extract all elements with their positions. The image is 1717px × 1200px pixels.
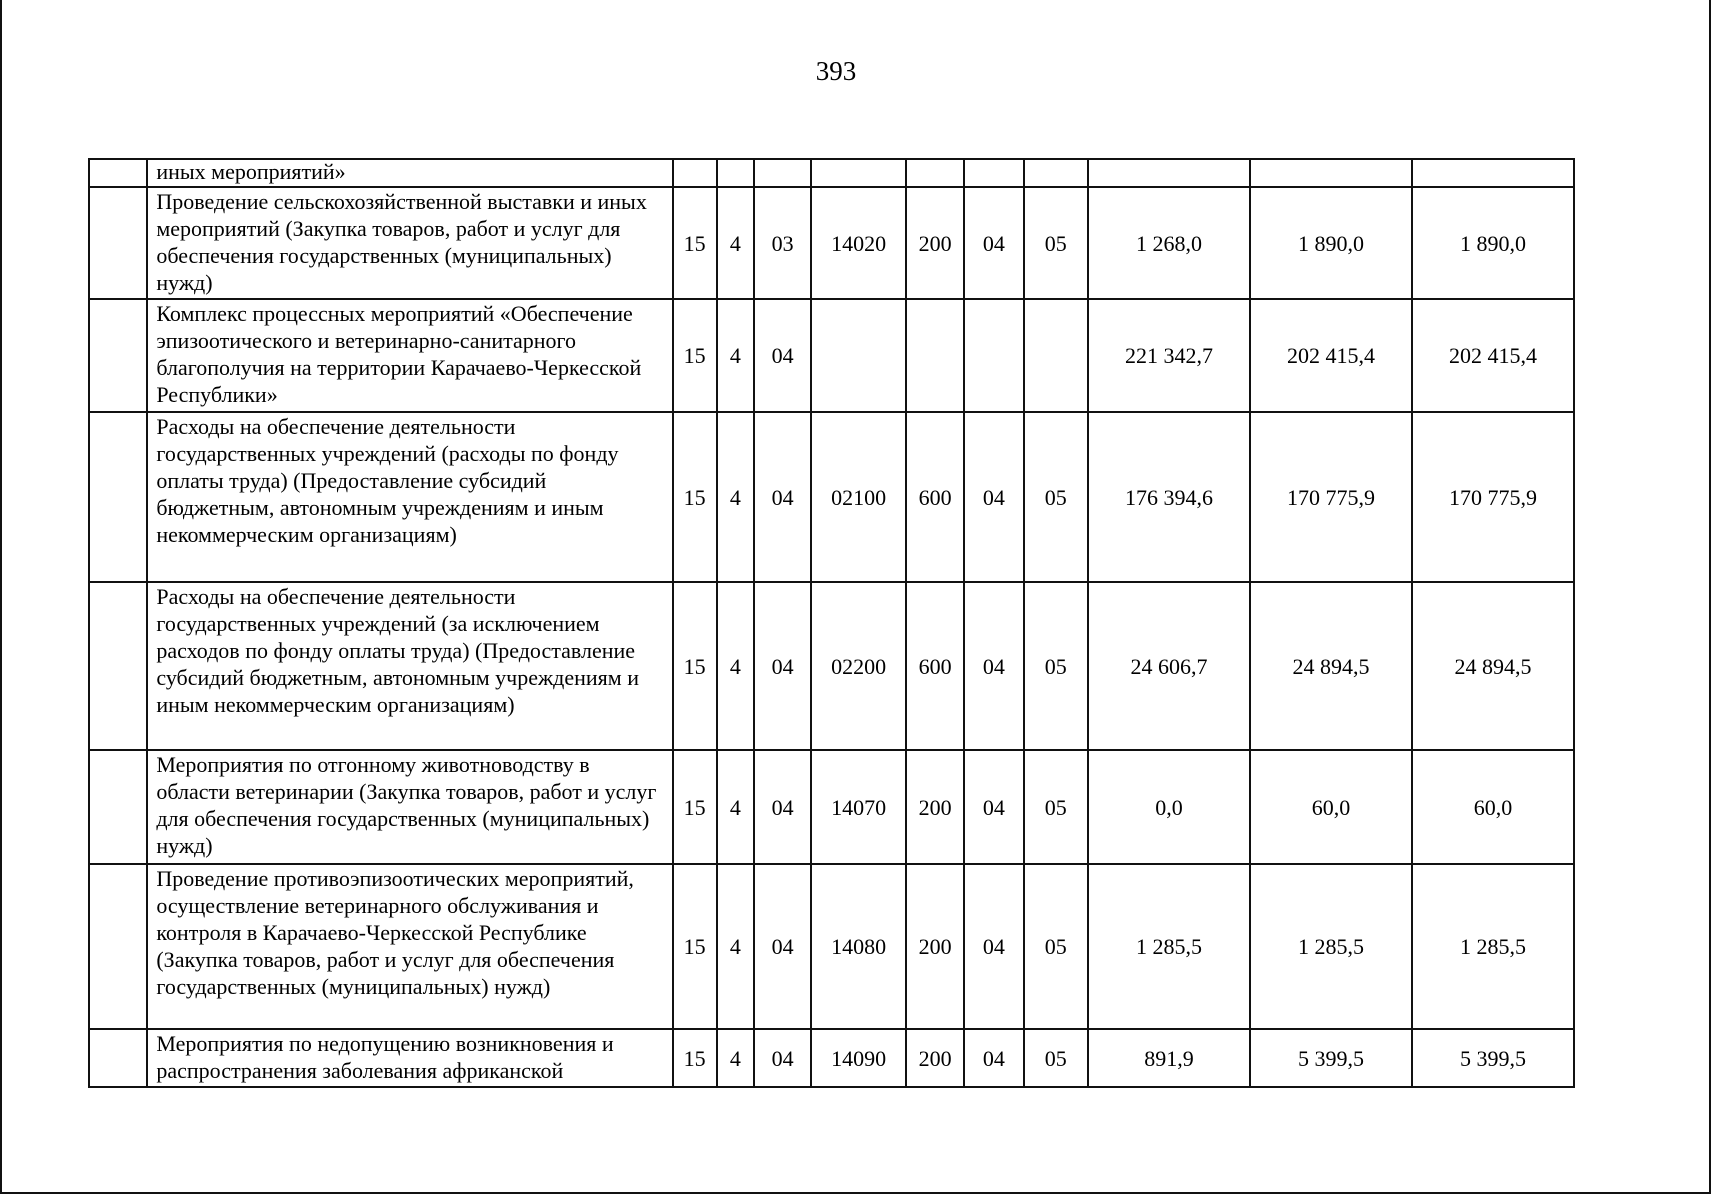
code-subprogram-cell: 04 xyxy=(754,864,811,1029)
code-subprogram-cell: 04 xyxy=(754,412,811,582)
code-direction-cell: 14070 xyxy=(811,750,906,864)
code-ministry-cell: 15 xyxy=(673,864,717,1029)
code-expense-type-cell xyxy=(906,299,964,412)
row-number-cell xyxy=(89,864,147,1029)
code-subsection-cell: 05 xyxy=(1024,1029,1088,1087)
code-section-cell: 04 xyxy=(964,864,1023,1029)
amount-year3-cell: 24 894,5 xyxy=(1412,582,1574,750)
code-section-cell xyxy=(964,299,1023,412)
code-subprogram-cell xyxy=(754,159,811,187)
amount-year3-cell: 1 285,5 xyxy=(1412,864,1574,1029)
amount-year1-cell: 24 606,7 xyxy=(1088,582,1250,750)
code-ministry-cell: 15 xyxy=(673,299,717,412)
code-ministry-cell: 15 xyxy=(673,412,717,582)
amount-year3-cell: 1 890,0 xyxy=(1412,187,1574,299)
code-subsection-cell: 05 xyxy=(1024,187,1088,299)
row-number-cell xyxy=(89,750,147,864)
item-name-cell: Расходы на обеспечение деятельности государственных учреждений (расходы по фонду оплаты труда) (Предоставление субсидий бюджетным, автономным учреждениям и иным некоммерческим организациям) xyxy=(147,412,672,582)
item-name-cell: Проведение сельскохозяйственной выставки и иных мероприятий (Закупка товаров, работ и услуг для обеспечения государственных (муниципальных) нужд) xyxy=(147,187,672,299)
amount-year1-cell: 891,9 xyxy=(1088,1029,1250,1087)
amount-year2-cell: 170 775,9 xyxy=(1250,412,1412,582)
amount-year1-cell xyxy=(1088,159,1250,187)
table-row xyxy=(89,412,1574,582)
table-row xyxy=(89,1029,1574,1087)
table-row xyxy=(89,864,1574,1029)
code-expense-type-cell: 200 xyxy=(906,1029,964,1087)
row-number-cell xyxy=(89,159,147,187)
amount-year1-cell: 1 285,5 xyxy=(1088,864,1250,1029)
table-row xyxy=(89,582,1574,750)
amount-year1-cell: 0,0 xyxy=(1088,750,1250,864)
item-name-cell: Мероприятия по недопущению возникновения и распространения заболевания африканской xyxy=(147,1029,672,1087)
row-number-cell xyxy=(89,412,147,582)
item-name-cell: Комплекс процессных мероприятий «Обеспечение эпизоотического и ветеринарно-санитарного благополучия на территории Карачаево-Черкесской Республики» xyxy=(147,299,672,412)
amount-year1-cell: 176 394,6 xyxy=(1088,412,1250,582)
code-section-cell xyxy=(964,159,1023,187)
code-program-cell: 4 xyxy=(717,582,754,750)
code-subprogram-cell: 04 xyxy=(754,1029,811,1087)
amount-year3-cell xyxy=(1412,159,1574,187)
item-name-cell: Расходы на обеспечение деятельности государственных учреждений (за исключением расходов по фонду оплаты труда) (Предоставление субсидий бюджетным, автономным учреждениям и иным некоммерческим организациям) xyxy=(147,582,672,750)
row-number-cell xyxy=(89,1029,147,1087)
amount-year2-cell: 202 415,4 xyxy=(1250,299,1412,412)
code-subsection-cell: 05 xyxy=(1024,864,1088,1029)
code-expense-type-cell xyxy=(906,159,964,187)
row-number-cell xyxy=(89,299,147,412)
amount-year2-cell: 1 890,0 xyxy=(1250,187,1412,299)
code-program-cell xyxy=(717,159,754,187)
code-subprogram-cell: 04 xyxy=(754,582,811,750)
table-row xyxy=(89,159,1574,187)
code-program-cell: 4 xyxy=(717,1029,754,1087)
code-subprogram-cell: 03 xyxy=(754,187,811,299)
code-ministry-cell: 15 xyxy=(673,582,717,750)
code-direction-cell xyxy=(811,299,906,412)
table-row xyxy=(89,187,1574,299)
code-ministry-cell: 15 xyxy=(673,1029,717,1087)
code-direction-cell: 02200 xyxy=(811,582,906,750)
code-subsection-cell xyxy=(1024,159,1088,187)
amount-year2-cell: 60,0 xyxy=(1250,750,1412,864)
code-direction-cell xyxy=(811,159,906,187)
code-subsection-cell xyxy=(1024,299,1088,412)
amount-year2-cell: 5 399,5 xyxy=(1250,1029,1412,1087)
amount-year3-cell: 170 775,9 xyxy=(1412,412,1574,582)
code-section-cell: 04 xyxy=(964,412,1023,582)
code-expense-type-cell: 200 xyxy=(906,187,964,299)
amount-year2-cell: 24 894,5 xyxy=(1250,582,1412,750)
code-subsection-cell: 05 xyxy=(1024,750,1088,864)
code-subprogram-cell: 04 xyxy=(754,750,811,864)
code-section-cell: 04 xyxy=(964,750,1023,864)
code-section-cell: 04 xyxy=(964,582,1023,750)
code-subprogram-cell: 04 xyxy=(754,299,811,412)
code-direction-cell: 02100 xyxy=(811,412,906,582)
code-program-cell: 4 xyxy=(717,412,754,582)
amount-year1-cell: 1 268,0 xyxy=(1088,187,1250,299)
code-direction-cell: 14020 xyxy=(811,187,906,299)
amount-year3-cell: 202 415,4 xyxy=(1412,299,1574,412)
table-row xyxy=(89,299,1574,412)
row-number-cell xyxy=(89,187,147,299)
amount-year2-cell: 1 285,5 xyxy=(1250,864,1412,1029)
code-direction-cell: 14080 xyxy=(811,864,906,1029)
table-row xyxy=(89,750,1574,864)
item-name-cell: Проведение противоэпизоотических мероприятий, осуществление ветеринарного обслуживания и контроля в Карачаево-Черкесской Республике (Закупка товаров, работ и услуг для обеспечения государственных (муниципальных) нужд) xyxy=(147,864,672,1029)
code-section-cell: 04 xyxy=(964,187,1023,299)
amount-year3-cell: 60,0 xyxy=(1412,750,1574,864)
code-subsection-cell: 05 xyxy=(1024,582,1088,750)
code-section-cell: 04 xyxy=(964,1029,1023,1087)
amount-year1-cell: 221 342,7 xyxy=(1088,299,1250,412)
code-expense-type-cell: 200 xyxy=(906,864,964,1029)
code-direction-cell: 14090 xyxy=(811,1029,906,1087)
code-expense-type-cell: 200 xyxy=(906,750,964,864)
code-program-cell: 4 xyxy=(717,750,754,864)
table-body xyxy=(89,159,1574,1087)
page-number: 393 xyxy=(815,56,857,86)
item-name-cell: Мероприятия по отгонному животноводству в области ветеринарии (Закупка товаров, работ и услуг для обеспечения государственных (муниципальных) нужд) xyxy=(147,750,672,864)
code-program-cell: 4 xyxy=(717,864,754,1029)
budget-table xyxy=(88,158,1575,1088)
row-number-cell xyxy=(89,582,147,750)
code-program-cell: 4 xyxy=(717,299,754,412)
code-expense-type-cell: 600 xyxy=(906,582,964,750)
code-ministry-cell: 15 xyxy=(673,187,717,299)
code-expense-type-cell: 600 xyxy=(906,412,964,582)
item-name-cell: иных мероприятий» xyxy=(147,159,672,187)
code-program-cell: 4 xyxy=(717,187,754,299)
amount-year2-cell xyxy=(1250,159,1412,187)
code-ministry-cell xyxy=(673,159,717,187)
code-subsection-cell: 05 xyxy=(1024,412,1088,582)
amount-year3-cell: 5 399,5 xyxy=(1412,1029,1574,1087)
code-ministry-cell: 15 xyxy=(673,750,717,864)
